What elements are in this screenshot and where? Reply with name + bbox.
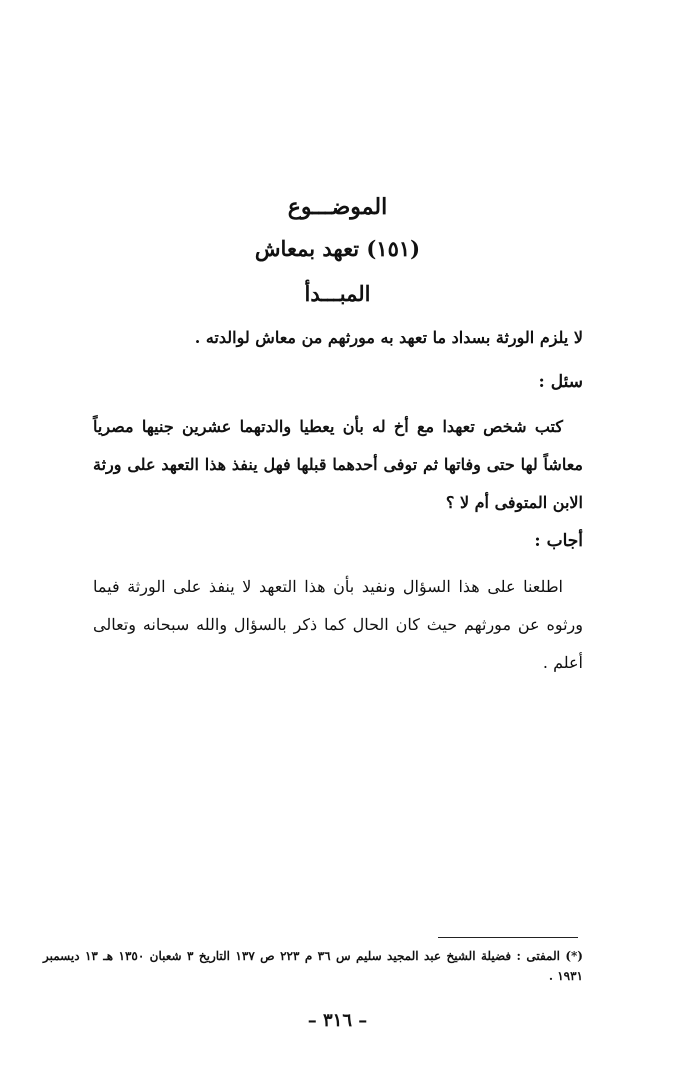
answer-label: أجاب : [534,531,583,551]
footnote-divider [438,937,578,938]
question-text: كتب شخص تعهدا مع أخ له بأن يعطيا والدتهما عشرين جنيها مصرياً معاشاً لها حتى وفاتها ثم توفى أحدهما قبلها فهل ينفذ هذا التعهد على ورثة الابن المتوفى أم لا ؟ [93,417,583,512]
fatwa-title: (١٥١) تعهد بمعاش [254,236,421,261]
principle-text: لا يلزم الورثة بسداد ما تعهد به مورثهم من معاش لوالدته . [194,328,583,347]
page-number: – ٣١٦ – [307,1010,368,1031]
principle-heading: المبـــدأ [304,281,371,306]
subject-heading: الموضـــوع [287,194,388,220]
answer-text: اطلعنا على هذا السؤال ونفيد بأن هذا التعهد لا ينفذ على الورثة فيما ورثوه عن مورثهم حيث كان الحال كما ذكر بالسؤال والله سبحانه وتعالى أعلم . [93,577,583,672]
question-label: سئل : [538,372,583,392]
footnote: (*) المفتى : فضيلة الشيخ عبد المجيد سليم س ٣٦ م ٢٢٣ ص ١٣٧ التاريخ ٣ شعبان ١٣٥٠ هـ ١٣ ديسمبر ١٩٣١ . [43,949,583,983]
